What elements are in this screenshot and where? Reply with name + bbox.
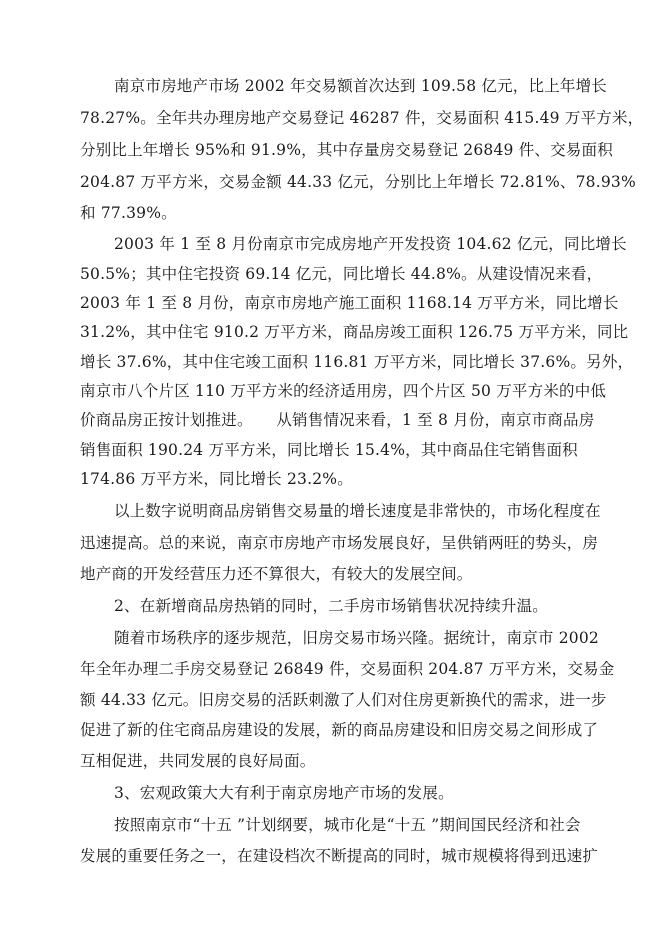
text-line: 年全年办理二手房交易登记 26849 件，交易面积 204.87 万平方米，交易金	[80, 660, 615, 678]
text-line: 174.86 万平方米，同比增长 23.2%。	[80, 470, 353, 488]
text-line: 50.5%；其中住宅投资 69.14 亿元，同比增长 44.8%。从建设情况来看，	[80, 265, 603, 283]
text-line: 促进了新的住宅商品房建设的发展，新的商品房建设和旧房交易之间形成了	[80, 721, 599, 739]
text-line: 互相促进，共同发展的良好局面。	[80, 752, 316, 770]
text-line: 以上数字说明商品房销售交易量的增长速度是非常快的，市场化程度在	[114, 502, 601, 520]
text-line: 南京市八个片区 110 万平方米的经济适用房，四个片区 50 万平方米的中低	[80, 382, 607, 400]
text-line: 销售面积 190.24 万平方米，同比增长 15.4%，其中商品住宅销售面积	[80, 441, 578, 459]
text-line: 南京市房地产市场 2002 年交易额首次达到 109.58 亿元，比上年增长	[114, 77, 607, 95]
text-line: 31.2%，其中住宅 910.2 万平方米，商品房竣工面积 126.75 万平方米，同比	[80, 323, 629, 341]
text-line: 204.87 万平方米，交易金额 44.33 亿元，分别比上年增长 72.81%、78.93%	[80, 173, 636, 191]
text-line: 价商品房正按计划推进。 从销售情况来看，1 至 8 月份，南京市商品房	[80, 411, 595, 429]
text-line: 发展的重要任务之一，在建设档次不断提高的同时，城市规模将得到迅速扩	[80, 847, 599, 865]
text-line: 迅速提高。总的来说，南京市房地产市场发展良好，呈供销两旺的势头，房	[80, 534, 599, 552]
text-line: 按照南京市“十五 ”计划纲要，城市化是“十五 ”期间国民经济和社会	[114, 816, 581, 834]
text-line: 随着市场秩序的逐步规范，旧房交易市场兴隆。据统计，南京市 2002	[114, 629, 599, 647]
text-line: 和 77.39%。	[80, 204, 177, 222]
section-heading: 3、宏观政策大大有利于南京房地产市场的发展。	[114, 784, 454, 802]
text-line: 78.27%。全年共办理房地产交易登记 46287 件，交易面积 415.49 万平方米，	[80, 109, 644, 127]
text-line: 额 44.33 亿元。旧房交易的活跃刺激了人们对住房更新换代的需求，进一步	[80, 691, 607, 709]
text-line: 2003 年 1 至 8 月份南京市完成房地产开发投资 104.62 亿元，同比增长	[114, 235, 627, 253]
text-line: 增长 37.6%，其中住宅竣工面积 116.81 万平方米，同比增长 37.6%。另外，	[80, 353, 634, 371]
text-line: 2003 年 1 至 8 月份，南京市房地产施工面积 1168.14 万平方米，同比增长	[80, 294, 619, 312]
text-line: 分别比上年增长 95%和 91.9%，其中存量房交易登记 26849 件、交易面积	[80, 141, 613, 159]
text-line: 地产商的开发经营压力还不算很大，有较大的发展空间。	[80, 565, 473, 583]
section-heading: 2、在新增商品房热销的同时，二手房市场销售状况持续升温。	[114, 597, 548, 615]
